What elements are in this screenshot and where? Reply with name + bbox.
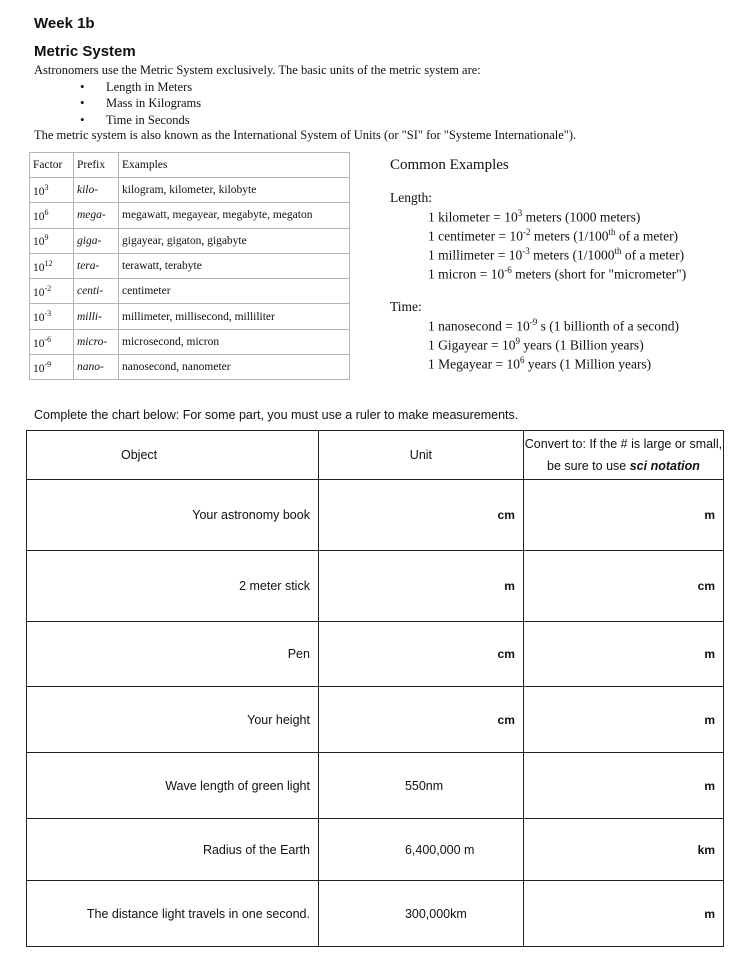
convert-unit-label: m <box>704 508 715 522</box>
base-units-list <box>80 79 201 128</box>
page-title: Metric System <box>34 43 136 60</box>
unit-cell[interactable] <box>318 551 523 622</box>
convert-header-line1: Convert to: If the # is large or small, <box>524 437 723 451</box>
object-header: Object <box>27 431 319 480</box>
table-row <box>27 819 724 881</box>
table-row <box>30 178 350 203</box>
examples-header: Examples <box>119 153 350 178</box>
convert-cell[interactable] <box>523 480 723 551</box>
unit-cell[interactable] <box>318 881 523 947</box>
given-value: 300,000km <box>404 906 467 921</box>
factor-cell: $10^9$ <box>30 228 74 253</box>
examples-cell: microsecond, micron <box>119 329 350 354</box>
sci-notation-emphasis: sci notation <box>629 459 700 473</box>
object-cell: 2 meter stick <box>27 551 319 622</box>
convert-unit-label: m <box>704 647 715 661</box>
week-label: Week 1b <box>34 15 95 32</box>
prefix-cell: micro- <box>74 329 119 354</box>
factor-cell: $10^{-2}$ <box>30 279 74 304</box>
list-item: • Length in Meters <box>80 79 201 95</box>
table-row <box>30 203 350 228</box>
common-examples-title: Common Examples <box>390 157 509 173</box>
convert-cell[interactable] <box>523 753 723 819</box>
intro-text: Astronomers use the Metric System exclusively. The basic units of the metric system are: <box>34 63 481 77</box>
time-example-line: 1 Megayear = $10^6$ years (1 Million years) <box>428 355 652 372</box>
convert-cell[interactable] <box>523 622 723 687</box>
convert-unit-label: m <box>704 778 715 793</box>
length-example-line: 1 centimeter = $10^{-2}$ meters (1/100th of a meter) <box>428 227 679 244</box>
convert-cell[interactable] <box>523 881 723 947</box>
convert-header <box>523 431 723 480</box>
table-row <box>30 279 350 304</box>
length-label: Length: <box>390 190 432 205</box>
conversion-table <box>26 430 724 947</box>
time-example-line: 1 Gigayear = $10^9$ years (1 Billion years) <box>428 336 644 353</box>
convert-cell[interactable] <box>523 687 723 753</box>
length-example-line: 1 kilometer = $10^3$ meters (1000 meters) <box>428 208 641 225</box>
table-row <box>30 329 350 354</box>
table-row <box>27 687 724 753</box>
examples-cell: megawatt, megayear, megabyte, megaton <box>119 203 350 228</box>
prefix-table-header <box>30 153 350 178</box>
factor-cell: $10^{12}$ <box>30 253 74 278</box>
object-cell: Your height <box>27 687 319 753</box>
prefix-cell: centi- <box>74 279 119 304</box>
given-value: 550nm <box>404 778 444 793</box>
convert-unit-label: m <box>704 906 715 921</box>
si-note: The metric system is also known as the International System of Units (or "SI" for "Systeme Internationale"). <box>34 128 577 142</box>
prefix-cell: mega- <box>74 203 119 228</box>
convert-unit-label: m <box>704 712 715 727</box>
table-row <box>30 355 350 380</box>
examples-cell: nanosecond, nanometer <box>119 355 350 380</box>
table-row <box>27 622 724 687</box>
object-cell: Your astronomy book <box>27 480 319 551</box>
object-cell: Radius of the Earth <box>27 819 319 881</box>
list-item: • Time in Seconds <box>80 112 201 128</box>
prefix-table <box>29 152 350 380</box>
factor-cell: $10^6$ <box>30 203 74 228</box>
table-row <box>27 881 724 947</box>
convert-cell[interactable] <box>523 551 723 622</box>
factor-cell: $10^{-9}$ <box>30 355 74 380</box>
table-row <box>27 551 724 622</box>
convert-unit-label: km <box>697 842 715 857</box>
examples-cell: centimeter <box>119 279 350 304</box>
length-example-line: 1 millimeter = $10^{-3}$ meters (1/1000th of a meter) <box>428 246 685 263</box>
factor-cell: $10^{-3}$ <box>30 304 74 329</box>
instructions: Complete the chart below: For some part, you must use a ruler to make measurements. <box>34 408 519 422</box>
table-row <box>27 480 724 551</box>
table-row <box>30 253 350 278</box>
unit-cell[interactable] <box>318 753 523 819</box>
convert-header-line2: be sure to use sci notation <box>547 459 700 473</box>
unit-label: cm <box>497 647 515 661</box>
factor-header: Factor <box>30 153 74 178</box>
examples-cell: kilogram, kilometer, kilobyte <box>119 178 350 203</box>
unit-label: m <box>504 579 515 593</box>
unit-label: cm <box>497 712 515 727</box>
time-label: Time: <box>390 299 422 314</box>
unit-cell[interactable] <box>318 480 523 551</box>
conversion-table-header <box>27 431 724 480</box>
factor-cell: $10^{-6}$ <box>30 329 74 354</box>
unit-header: Unit <box>318 431 523 480</box>
table-row <box>30 228 350 253</box>
unit-cell[interactable] <box>318 622 523 687</box>
convert-cell[interactable] <box>523 819 723 881</box>
object-cell: The distance light travels in one second. <box>27 881 319 947</box>
convert-unit-label: cm <box>697 579 715 593</box>
time-example-line: 1 nanosecond = $10^{-9}$ s (1 billionth of a second) <box>428 317 679 334</box>
unit-label: cm <box>497 508 515 522</box>
prefix-header: Prefix <box>74 153 119 178</box>
unit-cell[interactable] <box>318 819 523 881</box>
length-example-line: 1 micron = $10^{-6}$ meters (short for "micrometer") <box>428 265 687 282</box>
prefix-cell: giga- <box>74 228 119 253</box>
object-cell: Wave length of green light <box>27 753 319 819</box>
prefix-cell: milli- <box>74 304 119 329</box>
list-item: • Mass in Kilograms <box>80 95 201 111</box>
table-row <box>27 753 724 819</box>
prefix-cell: nano- <box>74 355 119 380</box>
object-cell: Pen <box>27 622 319 687</box>
examples-cell: terawatt, terabyte <box>119 253 350 278</box>
table-row <box>30 304 350 329</box>
given-value: 6,400,000 m <box>404 842 475 857</box>
examples-cell: gigayear, gigaton, gigabyte <box>119 228 350 253</box>
examples-cell: millimeter, millisecond, milliliter <box>119 304 350 329</box>
factor-cell: $10^3$ <box>30 178 74 203</box>
prefix-cell: kilo- <box>74 178 119 203</box>
unit-cell[interactable] <box>318 687 523 753</box>
prefix-cell: tera- <box>74 253 119 278</box>
